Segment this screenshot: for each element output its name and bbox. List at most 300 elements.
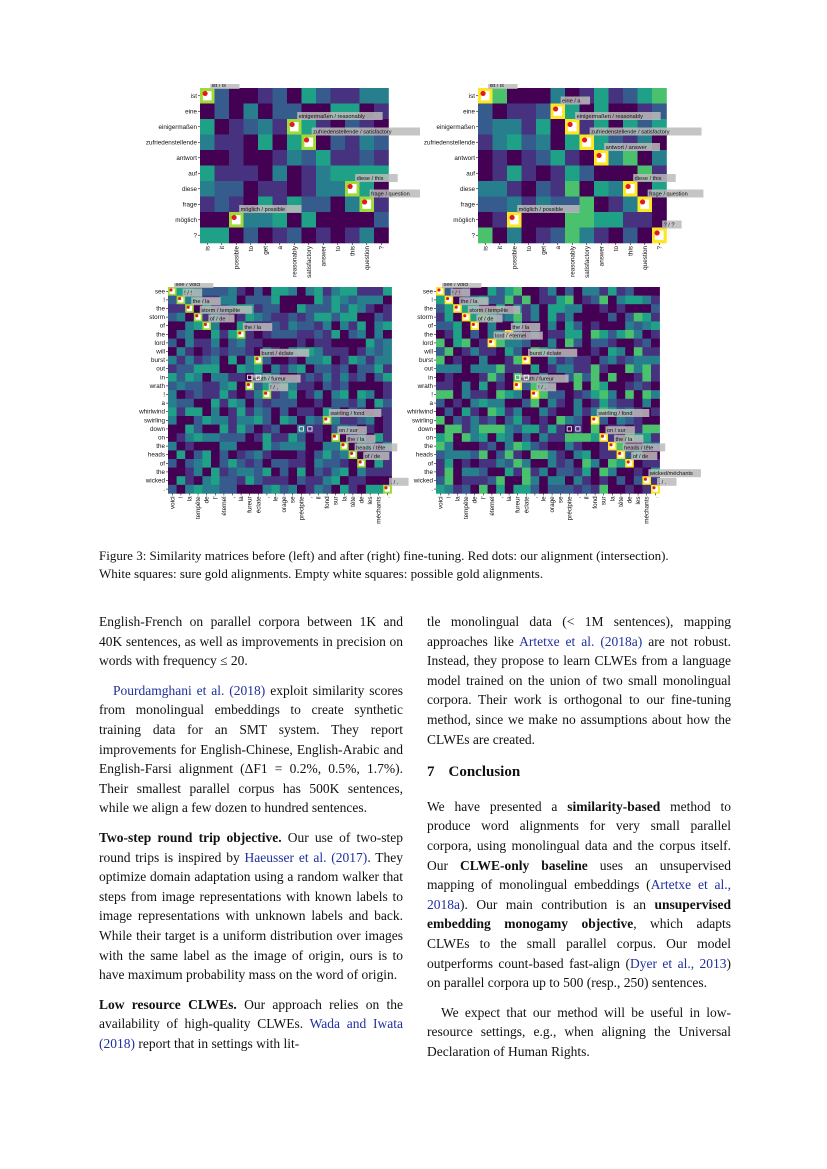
matrix-cell — [445, 373, 454, 382]
matrix-cell — [582, 399, 591, 408]
matrix-cell — [245, 356, 254, 365]
matrix-cell — [287, 212, 302, 228]
matrix-cell — [168, 399, 177, 408]
row-label: zufriedenstellende — [423, 139, 475, 147]
section-number: 7 — [427, 764, 435, 781]
alignment-dot — [231, 215, 236, 220]
token-pair-label: the / la — [615, 436, 633, 443]
matrix-cell — [522, 88, 537, 104]
matrix-cell — [314, 339, 323, 348]
matrix-cell — [331, 296, 340, 305]
matrix-cell — [617, 399, 626, 408]
matrix-cell — [539, 425, 548, 434]
matrix-cell — [288, 313, 297, 322]
matrix-cell — [229, 119, 244, 135]
matrix-cell — [323, 304, 332, 313]
matrix-cell — [220, 287, 229, 296]
matrix-cell — [237, 287, 246, 296]
matrix-cell — [177, 425, 186, 434]
matrix-cell — [306, 304, 315, 313]
matrix-cell — [445, 304, 454, 313]
matrix-cell — [488, 425, 497, 434]
matrix-cell — [505, 382, 514, 391]
matrix-cell — [591, 313, 600, 322]
matrix-cell — [599, 304, 608, 313]
matrix-cell — [634, 339, 643, 348]
matrix-cell — [280, 442, 289, 451]
token-pair-label: frage / question — [649, 191, 688, 198]
matrix-cell — [580, 150, 595, 166]
matrix-cell — [349, 339, 358, 348]
matrix-cell — [194, 416, 203, 425]
matrix-cell — [642, 399, 651, 408]
token-pair-label: möglich / possible — [240, 207, 286, 213]
matrix-cell — [599, 416, 608, 425]
row-label: storm — [149, 314, 165, 322]
matrix-cell — [522, 425, 531, 434]
matrix-cell — [228, 485, 237, 494]
matrix-cell — [436, 442, 445, 451]
matrix-cell — [288, 296, 297, 305]
matrix-cell — [340, 304, 349, 313]
matrix-cell — [185, 425, 194, 434]
token-pair-label: wrath / fureur — [520, 376, 554, 383]
matrix-cell — [215, 181, 230, 197]
matrix-cell — [513, 287, 522, 296]
matrix-cell — [479, 364, 488, 373]
matrix-cell — [349, 468, 358, 477]
matrix-cell — [634, 287, 643, 296]
row-label: the — [424, 331, 433, 339]
alignment-dot — [582, 137, 587, 142]
matrix-cell — [556, 321, 565, 330]
matrix-cell — [548, 407, 557, 416]
matrix-cell — [531, 468, 540, 477]
matrix-cell — [470, 450, 479, 459]
citation-link[interactable]: Dyer et al., 2013 — [629, 955, 727, 971]
matrix-cell — [357, 287, 366, 296]
matrix-cell — [185, 382, 194, 391]
citation-link[interactable]: Wada and Iwata (2018) — [99, 1016, 403, 1051]
matrix-cell — [574, 459, 583, 468]
matrix-cell — [591, 425, 600, 434]
token-pair-label: of / de — [477, 316, 494, 323]
matrix-cell — [331, 364, 340, 373]
col-label: la — [609, 496, 617, 502]
matrix-cell — [470, 373, 479, 382]
alignment-dot — [289, 122, 294, 127]
col-label: tête — [349, 496, 357, 507]
paragraph-text: Our use of two-step round trips is inspired by — [99, 829, 403, 865]
matrix-cell — [220, 330, 229, 339]
matrix-cell — [642, 390, 651, 399]
matrix-cell — [215, 197, 230, 213]
matrix-cell — [228, 356, 237, 365]
matrix-cell — [237, 459, 246, 468]
matrix-cell — [254, 468, 263, 477]
matrix-cell — [374, 364, 383, 373]
matrix-cell — [228, 476, 237, 485]
matrix-cell — [574, 476, 583, 485]
matrix-cell — [556, 476, 565, 485]
token-pair-label: diese / this — [356, 176, 384, 182]
matrix-cell — [374, 330, 383, 339]
matrix-cell — [237, 407, 246, 416]
matrix-cell — [582, 287, 591, 296]
matrix-cell — [591, 347, 600, 356]
matrix-cell — [625, 476, 634, 485]
matrix-cell — [496, 450, 505, 459]
matrix-cell — [582, 407, 591, 416]
matrix-cell — [314, 296, 323, 305]
matrix-cell — [314, 425, 323, 434]
matrix-cell — [436, 296, 445, 305]
col-label: éclate — [523, 496, 531, 514]
matrix-cell — [513, 468, 522, 477]
matrix-cell — [599, 476, 608, 485]
matrix-cell — [556, 364, 565, 373]
matrix-cell — [470, 287, 479, 296]
matrix-cell — [462, 347, 471, 356]
token-pair-label: lord / éternel — [495, 333, 527, 340]
matrix-cell — [445, 459, 454, 468]
matrix-cell — [280, 304, 289, 313]
matrix-cell — [608, 382, 617, 391]
matrix-cell — [245, 459, 254, 468]
matrix-cell — [582, 468, 591, 477]
matrix-cell — [254, 416, 263, 425]
matrix-cell — [505, 476, 514, 485]
alignment-dot — [350, 452, 353, 455]
col-label: to — [334, 246, 342, 252]
row-label: ! — [431, 391, 433, 399]
row-label: ! — [163, 296, 165, 304]
matrix-cell — [263, 339, 272, 348]
matrix-cell — [280, 468, 289, 477]
matrix-cell — [280, 425, 289, 434]
matrix-cell — [202, 433, 211, 442]
matrix-cell — [366, 399, 375, 408]
matrix-cell — [522, 416, 531, 425]
matrix-cell — [565, 450, 574, 459]
matrix-cell — [453, 442, 462, 451]
matrix-cell — [177, 330, 186, 339]
token-pair-label: einigermaßen / reasonably — [298, 114, 365, 120]
matrix-cell — [316, 166, 331, 182]
row-label: on — [157, 434, 165, 442]
matrix-cell — [488, 485, 497, 494]
row-label: the — [424, 305, 433, 313]
matrix-cell — [651, 459, 660, 468]
matrix-cell — [594, 181, 609, 197]
matrix-cell — [609, 88, 624, 104]
matrix-cell — [505, 468, 514, 477]
matrix-cell — [280, 330, 289, 339]
matrix-cell — [374, 425, 383, 434]
matrix-cell — [331, 166, 346, 182]
matrix-cell — [470, 399, 479, 408]
caption-line-2: White squares: sure gold alignments. Empty white squares: possible gold alignments. — [99, 566, 544, 581]
matrix-cell — [582, 425, 591, 434]
matrix-cell — [638, 88, 653, 104]
matrix-cell — [582, 339, 591, 348]
col-label: la — [186, 496, 194, 502]
matrix-cell — [374, 468, 383, 477]
matrix-cell — [220, 390, 229, 399]
matrix-cell — [493, 166, 508, 182]
alignment-dot — [592, 417, 595, 420]
matrix-cell — [445, 476, 454, 485]
matrix-cell — [651, 407, 660, 416]
matrix-cell — [436, 399, 445, 408]
matrix-cell — [582, 382, 591, 391]
matrix-cell — [340, 364, 349, 373]
matrix-cell — [374, 416, 383, 425]
matrix-cell — [357, 390, 366, 399]
matrix-cell — [625, 356, 634, 365]
matrix-cell — [280, 356, 289, 365]
row-label: the — [156, 468, 165, 476]
matrix-cell — [254, 296, 263, 305]
matrix-cell — [651, 321, 660, 330]
matrix-cell — [245, 330, 254, 339]
col-label: de — [626, 496, 634, 504]
matrix-cell — [651, 339, 660, 348]
matrix-cell — [462, 433, 471, 442]
matrix-cell — [609, 228, 624, 244]
matrix-cell — [522, 104, 537, 120]
matrix-cell — [220, 373, 229, 382]
matrix-cell — [194, 390, 203, 399]
matrix-cell — [177, 416, 186, 425]
matrix-cell — [582, 364, 591, 373]
matrix-cell — [478, 166, 493, 182]
matrix-cell — [608, 296, 617, 305]
row-label: antwort — [454, 154, 475, 162]
matrix-cell — [565, 287, 574, 296]
row-label: eine — [185, 108, 197, 116]
matrix-cell — [200, 228, 215, 244]
matrix-cell — [551, 119, 566, 135]
matrix-cell — [513, 390, 522, 399]
matrix-cell — [599, 287, 608, 296]
matrix-cell — [228, 433, 237, 442]
matrix-cell — [306, 416, 315, 425]
matrix-cell — [366, 330, 375, 339]
matrix-cell — [445, 450, 454, 459]
matrix-cell — [220, 296, 229, 305]
matrix-cell — [202, 485, 211, 494]
citation-link[interactable]: Haeusser et al. (2017) — [244, 849, 368, 865]
token-pair-label: of / de — [209, 316, 226, 323]
matrix-cell — [522, 119, 537, 135]
row-label: eine — [463, 108, 475, 116]
matrix-bottom-right — [386, 283, 716, 545]
citation-link[interactable]: Artetxe et al. (2018a) — [519, 633, 643, 649]
matrix-cell — [340, 390, 349, 399]
matrix-cell — [453, 399, 462, 408]
matrix-cell — [177, 364, 186, 373]
matrix-cell — [565, 166, 580, 182]
matrix-cell — [496, 364, 505, 373]
matrix-cell — [288, 416, 297, 425]
matrix-cell — [254, 425, 263, 434]
matrix-cell — [531, 287, 540, 296]
row-label: lord — [422, 339, 433, 347]
matrix-cell — [536, 104, 551, 120]
matrix-cell — [245, 468, 254, 477]
matrix-cell — [522, 450, 531, 459]
matrix-cell — [215, 119, 230, 135]
matrix-cell — [200, 104, 215, 120]
matrix-cell — [470, 356, 479, 365]
citation-link[interactable]: Pourdamghani et al. (2018) — [113, 682, 266, 698]
matrix-cell — [479, 321, 488, 330]
matrix-cell — [556, 399, 565, 408]
alignment-dot — [463, 314, 466, 317]
matrix-cell — [245, 416, 254, 425]
matrix-cell — [513, 407, 522, 416]
matrix-cell — [340, 468, 349, 477]
matrix-cell — [531, 399, 540, 408]
matrix-cell — [244, 150, 259, 166]
matrix-cell — [229, 150, 244, 166]
matrix-cell — [617, 321, 626, 330]
matrix-cell — [634, 485, 643, 494]
matrix-cell — [228, 399, 237, 408]
matrix-cell — [288, 459, 297, 468]
matrix-cell — [594, 212, 609, 228]
matrix-cell — [462, 330, 471, 339]
matrix-cell — [651, 364, 660, 373]
alignment-dot — [515, 383, 518, 386]
matrix-cell — [574, 407, 583, 416]
citation-link[interactable]: Artetxe et al., 2018a — [427, 877, 732, 912]
row-label: the — [156, 331, 165, 339]
matrix-cell — [642, 459, 651, 468]
matrix-cell — [436, 407, 445, 416]
matrix-cell — [168, 356, 177, 365]
matrix-cell — [306, 476, 315, 485]
matrix-cell — [608, 450, 617, 459]
left-column — [99, 612, 403, 1063]
matrix-cell — [244, 119, 259, 135]
matrix-cell — [228, 416, 237, 425]
matrix-cell — [623, 212, 638, 228]
matrix-cell — [357, 364, 366, 373]
token-pair-label: heads / tête — [624, 445, 654, 452]
matrix-cell — [200, 135, 215, 151]
matrix-cell — [496, 416, 505, 425]
matrix-cell — [574, 485, 583, 494]
matrix-cell — [642, 313, 651, 322]
matrix-cell — [237, 347, 246, 356]
matrix-cell — [254, 485, 263, 494]
matrix-cell — [168, 407, 177, 416]
col-label: get — [262, 246, 270, 255]
matrix-cell — [591, 450, 600, 459]
matrix-cell — [651, 425, 660, 434]
matrix-cell — [349, 347, 358, 356]
matrix-cell — [609, 212, 624, 228]
matrix-cell — [185, 459, 194, 468]
matrix-cell — [505, 459, 514, 468]
matrix-cell — [478, 119, 493, 135]
matrix-cell — [496, 339, 505, 348]
matrix-cell — [453, 485, 462, 494]
matrix-cell — [634, 459, 643, 468]
matrix-cell — [599, 459, 608, 468]
matrix-cell — [479, 450, 488, 459]
matrix-cell — [496, 476, 505, 485]
matrix-cell — [263, 485, 272, 494]
matrix-cell — [479, 390, 488, 399]
matrix-cell — [280, 476, 289, 485]
alignment-dot — [178, 297, 181, 300]
matrix-cell — [263, 313, 272, 322]
matrix-cell — [470, 390, 479, 399]
matrix-cell — [623, 197, 638, 213]
matrix-cell — [591, 321, 600, 330]
matrix-cell — [215, 104, 230, 120]
matrix-cell — [194, 468, 203, 477]
matrix-cell — [306, 425, 315, 434]
matrix-cell — [340, 330, 349, 339]
matrix-cell — [651, 433, 660, 442]
matrix-cell — [479, 407, 488, 416]
matrix-cell — [445, 339, 454, 348]
matrix-cell — [651, 373, 660, 382]
matrix-cell — [462, 425, 471, 434]
matrix-cell — [228, 339, 237, 348]
matrix-cell — [608, 468, 617, 477]
matrix-cell — [263, 425, 272, 434]
matrix-cell — [258, 150, 273, 166]
matrix-cell — [582, 330, 591, 339]
matrix-cell — [608, 321, 617, 330]
matrix-cell — [280, 313, 289, 322]
matrix-cell — [507, 104, 522, 120]
matrix-cell — [211, 476, 220, 485]
matrix-cell — [202, 330, 211, 339]
paragraph-text: exploit similarity scores from monolingual embeddings to create synthetic training data for an SMT system. They report improvements for English-Chinese, English-Arabic and English-Farsi alignment (ΔF1 = 0.2%, 0.5%, 1.7%). Their smallest parallel corpus has 500K sentences, while we align a few dozen to hundred sentences. — [99, 682, 404, 816]
matrix-cell — [642, 296, 651, 305]
alignment-dot — [324, 417, 327, 420]
matrix-top-left — [120, 84, 420, 280]
matrix-cell — [591, 399, 600, 408]
matrix-cell — [202, 356, 211, 365]
matrix-cell — [280, 399, 289, 408]
matrix-cell — [366, 321, 375, 330]
matrix-cell — [651, 287, 660, 296]
row-label: in — [160, 374, 165, 382]
matrix-cell — [228, 296, 237, 305]
matrix-cell — [513, 425, 522, 434]
matrix-cell — [177, 433, 186, 442]
matrix-cell — [340, 321, 349, 330]
matrix-cell — [237, 399, 246, 408]
matrix-cell — [574, 304, 583, 313]
matrix-cell — [366, 390, 375, 399]
matrix-cell — [522, 339, 531, 348]
matrix-cell — [345, 150, 360, 166]
row-label: . — [163, 486, 165, 494]
matrix-cell — [228, 373, 237, 382]
matrix-cell — [237, 468, 246, 477]
matrix-cell — [374, 313, 383, 322]
matrix-cell — [263, 468, 272, 477]
matrix-cell — [215, 212, 230, 228]
